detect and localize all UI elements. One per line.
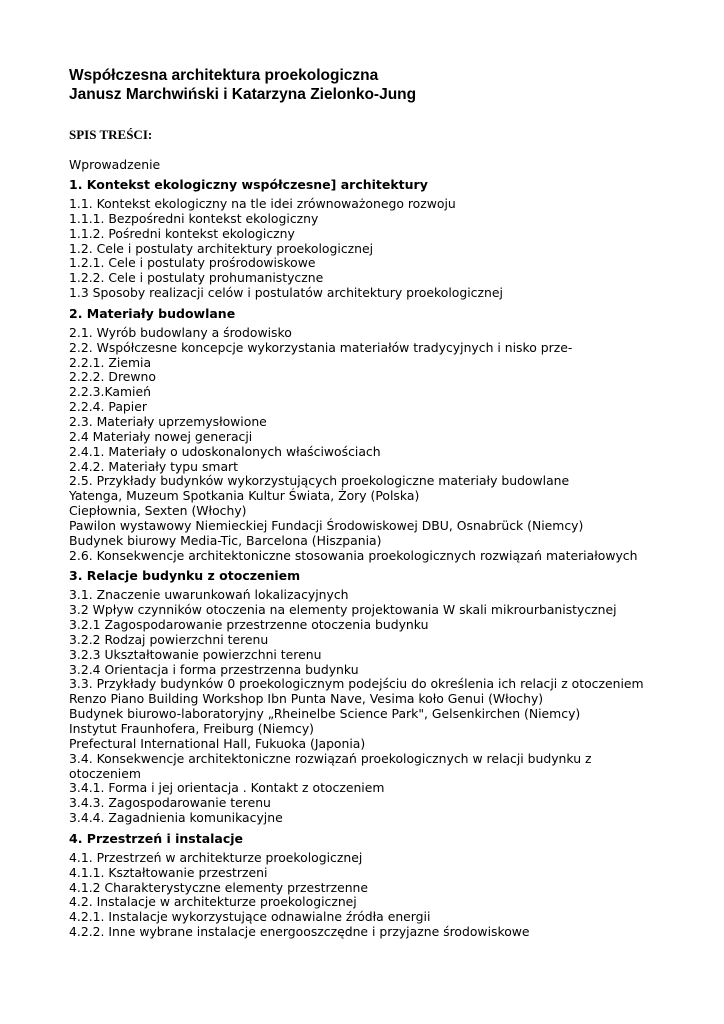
toc-entry: 2.2.2. Drewno: [69, 369, 156, 385]
toc-section-3: [69, 568, 709, 826]
toc-entry: 3.2.2 Rodzaj powierzchni terenu: [69, 631, 269, 647]
toc-entry: 4.1.1. Kształtowanie przestrzeni: [69, 864, 268, 880]
section-title: 1. Kontekst ekologiczny współczesne] architektury: [69, 177, 428, 192]
toc-entry: 3.4.3. Zagospodarowanie terenu: [69, 795, 271, 811]
toc-entry: 3.2.1 Zagospodarowanie przestrzenne otoczenia budynku: [69, 617, 429, 633]
toc-entry: 2.1. Wyrób budowlany a środowisko: [69, 324, 292, 340]
section-title: 2. Materiały budowlane: [69, 305, 236, 321]
toc-entry: 3.3. Przykłady budynków 0 proekologicznym podejściu do określenia ich relacji z otoczeniem: [69, 676, 644, 692]
toc-entry: 3.4. Konsekwencje architektoniczne rozwiązań proekologicznych w relacji budynku z otoczeniem: [69, 750, 592, 781]
toc-entry: 2.2.3.Kamień: [69, 384, 151, 400]
toc-entry: 2.5. Przykłady budynków wykorzystujących proekologiczne materiały budowlane: [69, 473, 570, 489]
toc-entry: 3.2.3 Ukształtowanie powierzchni terenu: [69, 646, 322, 662]
toc-entry: 4.2.1. Instalacje wykorzystujące odnawialne źródła energii: [69, 909, 431, 925]
toc-entry: 2.3. Materiały uprzemysłowione: [69, 413, 267, 429]
toc-entry: 1.3 Sposoby realizacji celów i postulatów architektury proekologicznej: [69, 285, 503, 301]
toc-entry: 3.2.4 Orientacja i forma przestrzenna budynku: [69, 661, 359, 677]
toc-section-2: [69, 306, 709, 564]
document-title: Współczesna architektura proekologiczna: [69, 67, 379, 84]
toc-entry: 2.2.1. Ziemia: [69, 354, 152, 370]
toc-entry: 2.4.1. Materiały o udoskonalonych właściwościach: [69, 443, 381, 459]
section-title: 3. Relacje budynku z otoczeniem: [69, 568, 301, 584]
toc-entry: Budynek biurowy Media-Tic, Barcelona (Hiszpania): [69, 532, 382, 548]
toc-entry: Pawilon wystawowy Niemieckiej Fundacji Środowiskowej DBU, Osnabrück (Niemcy): [69, 517, 584, 533]
toc-entry: Renzo Piano Building Workshop Ibn Punta Nave, Vesima koło Genui (Włochy): [69, 691, 544, 707]
toc-entry: 1.2.1. Cele i postulaty prośrodowiskowe: [69, 255, 316, 271]
toc-heading: SPIS TREŚCI:: [69, 127, 153, 142]
toc-entry: 2.4.2. Materiały typu smart: [69, 458, 239, 474]
toc-entry-intro: Wprowadzenie: [69, 157, 161, 172]
toc-entry: 3.1. Znaczenie uwarunkowań lokalizacyjnych: [69, 587, 349, 603]
toc-section-1: [69, 177, 709, 301]
toc-entry: 2.4 Materiały nowej generacji: [69, 428, 253, 444]
toc-entry: Budynek biurowo-laboratoryjny „Rheinelbe Science Park", Gelsenkirchen (Niemcy): [69, 706, 581, 722]
toc-entry: Ciepłownia, Sexten (Włochy): [69, 503, 247, 519]
toc-entry: Prefectural International Hall, Fukuoka (Japonia): [69, 735, 366, 751]
toc-entry: 2.2. Współczesne koncepcje wykorzystania materiałów tradycyjnych i nisko prze-: [69, 339, 573, 355]
toc-entry: 1.1.1. Bezpośredni kontekst ekologiczny: [69, 210, 319, 226]
toc-section-4: [69, 831, 709, 940]
toc-entry: 4.2. Instalacje w architekturze proekologicznej: [69, 894, 357, 910]
section-title: 4. Przestrzeń i instalacje: [69, 830, 244, 846]
toc-entry: 1.1. Kontekst ekologiczny na tle idei zrównoważonego rozwoju: [69, 196, 456, 211]
toc-entry: 3.4.4. Zagadnienia komunikacyjne: [69, 810, 283, 826]
toc-entry: 3.2 Wpływ czynników otoczenia na elementy projektowania W skali mikrourbanistycznej: [69, 602, 617, 618]
toc-entry: 1.2.2. Cele i postulaty prohumanistyczne: [69, 270, 324, 286]
toc-entry: 4.1.2 Charakterystyczne elementy przestrzenne: [69, 879, 369, 895]
toc-entry: 1.2. Cele i postulaty architektury proekologicznej: [69, 240, 374, 256]
toc-entry: 4.2.2. Inne wybrane instalacje energooszczędne i przyjazne środowiskowe: [69, 924, 530, 940]
document-authors: Janusz Marchwiński i Katarzyna Zielonko-Jung: [69, 86, 417, 103]
toc-entry: 3.4.1. Forma i jej orientacja . Kontakt z otoczeniem: [69, 780, 385, 796]
toc-entry: 1.1.2. Pośredni kontekst ekologiczny: [69, 225, 295, 241]
document-page: [69, 66, 709, 940]
toc-entry: 4.1. Przestrzeń w architekturze proekologicznej: [69, 849, 363, 865]
toc-entry: 2.2.4. Papier: [69, 399, 147, 415]
toc-entry: Instytut Fraunhofera, Freiburg (Niemcy): [69, 721, 314, 736]
toc-entry: Yatenga, Muzeum Spotkania Kultur Świata, Żory (Polska): [69, 488, 420, 504]
toc-entry: 2.6. Konsekwencje architektoniczne stosowania proekologicznych rozwiązań materiałowych: [69, 547, 638, 563]
